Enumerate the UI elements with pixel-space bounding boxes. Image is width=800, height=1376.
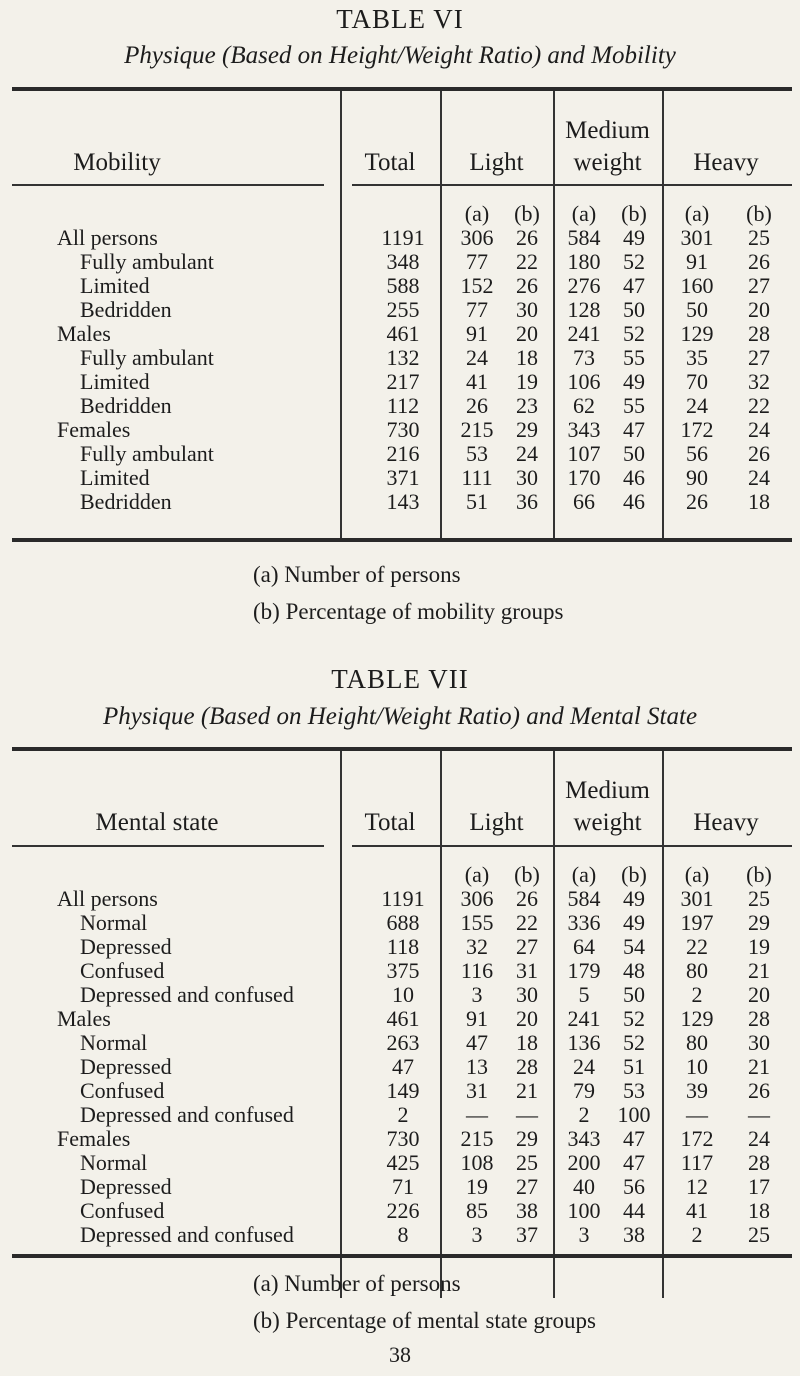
- medium-percent-cell: 52: [623, 321, 645, 346]
- light-percent-cell: 31: [516, 958, 538, 983]
- row-label: Depressed and confused: [80, 982, 294, 1007]
- table-row: [0, 1056, 800, 1078]
- medium-percent-cell: 53: [623, 1078, 645, 1103]
- medium-percent-cell: 46: [623, 489, 645, 514]
- heavy-percent-cell: 20: [748, 297, 770, 322]
- medium-percent-cell: 38: [623, 1222, 645, 1247]
- total-cell: 8: [397, 1222, 409, 1247]
- light-percent-cell: 18: [516, 1030, 538, 1055]
- table-row: [0, 347, 800, 369]
- light-count-cell: 306: [460, 886, 494, 911]
- row-label: Normal: [80, 910, 148, 935]
- medium-count-cell: 336: [567, 910, 601, 935]
- row-label: Bedridden: [80, 297, 172, 322]
- heavy-percent-cell: 24: [748, 1126, 770, 1151]
- row-label: Confused: [80, 1198, 165, 1223]
- light-count-cell: 3: [471, 982, 483, 1007]
- light-count-cell: 31: [466, 1078, 488, 1103]
- medium-count-cell: 106: [567, 369, 601, 394]
- subheader-b: (b): [621, 862, 647, 887]
- heavy-count-cell: 172: [680, 417, 714, 442]
- medium-count-cell: 100: [567, 1198, 601, 1223]
- heavy-percent-cell: —: [748, 1102, 770, 1127]
- light-count-cell: 108: [460, 1150, 494, 1175]
- table-row: [0, 1080, 800, 1102]
- heavy-percent-cell: 25: [748, 886, 770, 911]
- light-percent-cell: 22: [516, 910, 538, 935]
- table-row: [0, 299, 800, 321]
- light-count-cell: 215: [460, 1126, 494, 1151]
- table-title: TABLE VII: [331, 664, 469, 694]
- table-row: [0, 960, 800, 982]
- top-rule: [12, 747, 792, 751]
- light-count-cell: 51: [466, 489, 488, 514]
- medium-count-cell: 2: [578, 1102, 590, 1127]
- medium-count-cell: 62: [573, 393, 595, 418]
- row-label: Normal: [80, 1150, 148, 1175]
- medium-count-cell: 343: [567, 417, 601, 442]
- total-cell: 132: [386, 345, 420, 370]
- total-cell: 143: [386, 489, 420, 514]
- total-cell: 588: [386, 273, 420, 298]
- heavy-count-cell: 10: [686, 1054, 708, 1079]
- total-cell: 1191: [381, 225, 425, 250]
- row-label: Fully ambulant: [80, 249, 214, 274]
- heavy-percent-cell: 20: [748, 982, 770, 1007]
- total-cell: 461: [386, 1006, 420, 1031]
- medium-percent-cell: 52: [623, 1030, 645, 1055]
- light-percent-cell: 37: [516, 1222, 538, 1247]
- light-count-cell: 116: [460, 958, 494, 983]
- heavy-percent-cell: 28: [748, 1006, 770, 1031]
- medium-count-cell: 200: [567, 1150, 601, 1175]
- heavy-percent-cell: 25: [748, 225, 770, 250]
- subheader-a: (a): [571, 201, 597, 226]
- subheader-a: (a): [464, 201, 490, 226]
- light-count-cell: 3: [471, 1222, 483, 1247]
- header-rule: [12, 184, 324, 186]
- table-row: [0, 912, 800, 934]
- medium-count-cell: 79: [573, 1078, 595, 1103]
- row-label: Confused: [80, 958, 165, 983]
- table-row: [0, 984, 800, 1006]
- heavy-count-cell: 80: [686, 958, 708, 983]
- light-percent-cell: 24: [516, 441, 538, 466]
- medium-count-cell: 64: [573, 934, 595, 959]
- table-row: [0, 371, 800, 393]
- heavy-count-cell: 160: [680, 273, 714, 298]
- light-percent-cell: 30: [516, 465, 538, 490]
- light-percent-cell: 29: [516, 417, 538, 442]
- page-number: 38: [389, 1342, 411, 1367]
- heavy-percent-cell: 21: [748, 958, 770, 983]
- heavy-count-cell: 2: [691, 1222, 703, 1247]
- medium-count-cell: 24: [573, 1054, 595, 1079]
- heavy-count-cell: 39: [686, 1078, 708, 1103]
- total-cell: 149: [386, 1078, 420, 1103]
- row-label: All persons: [57, 225, 158, 250]
- light-percent-cell: 28: [516, 1054, 538, 1079]
- total-cell: 371: [386, 465, 420, 490]
- total-cell: 10: [392, 982, 414, 1007]
- row-label: Depressed and confused: [80, 1222, 294, 1247]
- table-title: TABLE VI: [336, 4, 464, 34]
- light-count-cell: 111: [461, 465, 493, 490]
- light-count-cell: 53: [466, 441, 488, 466]
- medium-percent-cell: 52: [623, 1006, 645, 1031]
- heavy-percent-cell: 27: [748, 345, 770, 370]
- medium-count-cell: 128: [567, 297, 601, 322]
- total-cell: 263: [386, 1030, 420, 1055]
- heavy-count-cell: 35: [686, 345, 708, 370]
- heavy-percent-cell: 26: [748, 1078, 770, 1103]
- medium-header-line1: Medium: [565, 117, 650, 144]
- bottom-rule: [12, 538, 792, 542]
- heavy-percent-cell: 21: [748, 1054, 770, 1079]
- heavy-count-cell: 301: [680, 886, 714, 911]
- subheader-b: (b): [621, 201, 647, 226]
- stub-header: Mobility: [73, 149, 161, 176]
- light-percent-cell: 25: [516, 1150, 538, 1175]
- footnote-a: (a) Number of persons: [253, 1271, 461, 1296]
- heavy-count-cell: —: [686, 1102, 708, 1127]
- light-count-cell: 91: [466, 321, 488, 346]
- medium-percent-cell: 55: [623, 345, 645, 370]
- medium-percent-cell: 46: [623, 465, 645, 490]
- medium-percent-cell: 56: [623, 1174, 645, 1199]
- table-row: [0, 467, 800, 489]
- total-cell: 255: [386, 297, 420, 322]
- row-label: Females: [57, 1126, 131, 1151]
- medium-count-cell: 107: [567, 441, 601, 466]
- row-label: Females: [57, 417, 131, 442]
- medium-count-cell: 66: [573, 489, 595, 514]
- row-label: Bedridden: [80, 393, 172, 418]
- total-header: Total: [364, 149, 416, 176]
- light-count-cell: 19: [466, 1174, 488, 1199]
- footnote-b: (b) Percentage of mobility groups: [253, 599, 564, 624]
- table-row: [0, 1200, 800, 1222]
- medium-count-cell: 5: [578, 982, 590, 1007]
- medium-count-cell: 73: [573, 345, 595, 370]
- medium-percent-cell: 47: [623, 1126, 645, 1151]
- heavy-count-cell: 172: [680, 1126, 714, 1151]
- light-count-cell: 13: [466, 1054, 488, 1079]
- heavy-percent-cell: 18: [748, 1198, 770, 1223]
- heavy-percent-cell: 19: [748, 934, 770, 959]
- medium-count-cell: 276: [567, 273, 601, 298]
- total-cell: 348: [386, 249, 420, 274]
- row-label: Limited: [80, 273, 150, 298]
- medium-count-cell: 179: [567, 958, 601, 983]
- light-header: Light: [469, 809, 524, 836]
- table-row: [0, 491, 800, 513]
- medium-percent-cell: 47: [623, 417, 645, 442]
- table-row: [0, 1176, 800, 1198]
- medium-percent-cell: 55: [623, 393, 645, 418]
- medium-percent-cell: 44: [623, 1198, 645, 1223]
- heavy-count-cell: 2: [691, 982, 703, 1007]
- heavy-count-cell: 90: [686, 465, 708, 490]
- medium-percent-cell: 48: [623, 958, 645, 983]
- light-header: Light: [469, 149, 524, 176]
- heavy-count-cell: 197: [680, 910, 714, 935]
- light-percent-cell: 20: [516, 321, 538, 346]
- heavy-percent-cell: 30: [748, 1030, 770, 1055]
- table-row: [0, 936, 800, 958]
- row-label: Confused: [80, 1078, 165, 1103]
- light-percent-cell: 36: [516, 489, 538, 514]
- subheader-b: (b): [746, 862, 772, 887]
- light-percent-cell: 21: [516, 1078, 538, 1103]
- light-percent-cell: 27: [516, 934, 538, 959]
- light-count-cell: 26: [466, 393, 488, 418]
- light-count-cell: 77: [466, 297, 488, 322]
- total-cell: 730: [386, 417, 420, 442]
- heavy-percent-cell: 25: [748, 1222, 770, 1247]
- header-rule: [352, 845, 792, 847]
- medium-count-cell: 241: [567, 1006, 601, 1031]
- heavy-percent-cell: 24: [748, 417, 770, 442]
- medium-percent-cell: 47: [623, 1150, 645, 1175]
- heavy-percent-cell: 26: [748, 441, 770, 466]
- table-row: [0, 1224, 800, 1246]
- light-count-cell: 85: [466, 1198, 488, 1223]
- heavy-count-cell: 50: [686, 297, 708, 322]
- table-row: [0, 419, 800, 441]
- medium-header-line2: weight: [573, 809, 642, 836]
- light-percent-cell: 26: [516, 225, 538, 250]
- light-percent-cell: 30: [516, 297, 538, 322]
- table-row: [0, 1032, 800, 1054]
- heavy-count-cell: 22: [686, 934, 708, 959]
- total-cell: 217: [386, 369, 420, 394]
- light-percent-cell: 29: [516, 1126, 538, 1151]
- light-count-cell: 47: [466, 1030, 488, 1055]
- light-count-cell: —: [466, 1102, 488, 1127]
- heavy-count-cell: 129: [680, 1006, 714, 1031]
- total-cell: 730: [386, 1126, 420, 1151]
- row-label: Fully ambulant: [80, 345, 214, 370]
- footnote-a: (a) Number of persons: [253, 562, 461, 587]
- table-row: [0, 1008, 800, 1030]
- light-percent-cell: 22: [516, 249, 538, 274]
- subheader-b: (b): [746, 201, 772, 226]
- light-count-cell: 91: [466, 1006, 488, 1031]
- heavy-percent-cell: 24: [748, 465, 770, 490]
- total-cell: 226: [386, 1198, 420, 1223]
- medium-percent-cell: 52: [623, 249, 645, 274]
- table-row: [0, 1104, 800, 1126]
- heavy-count-cell: 301: [680, 225, 714, 250]
- table-subtitle: Physique (Based on Height/Weight Ratio) and Mobility: [124, 42, 676, 69]
- heavy-percent-cell: 32: [748, 369, 770, 394]
- subheader-a: (a): [571, 862, 597, 887]
- total-cell: 375: [386, 958, 420, 983]
- medium-count-cell: 40: [573, 1174, 595, 1199]
- total-cell: 216: [386, 441, 420, 466]
- light-count-cell: 306: [460, 225, 494, 250]
- light-count-cell: 41: [466, 369, 488, 394]
- medium-header-line1: Medium: [565, 777, 650, 804]
- row-label: Males: [57, 1006, 111, 1031]
- medium-percent-cell: 50: [623, 441, 645, 466]
- heavy-header: Heavy: [693, 809, 759, 836]
- heavy-count-cell: 56: [686, 441, 708, 466]
- row-label: Depressed and confused: [80, 1102, 294, 1127]
- medium-percent-cell: 49: [623, 886, 645, 911]
- medium-percent-cell: 51: [623, 1054, 645, 1079]
- subheader-b: (b): [514, 862, 540, 887]
- subheader-a: (a): [684, 862, 710, 887]
- table-row: [0, 227, 800, 249]
- light-percent-cell: 23: [516, 393, 538, 418]
- top-rule: [12, 87, 792, 91]
- medium-percent-cell: 49: [623, 369, 645, 394]
- table-row: [0, 395, 800, 417]
- total-cell: 1191: [381, 886, 425, 911]
- medium-count-cell: 241: [567, 321, 601, 346]
- row-label: Fully ambulant: [80, 441, 214, 466]
- total-cell: 461: [386, 321, 420, 346]
- header-rule: [12, 845, 324, 847]
- medium-count-cell: 3: [578, 1222, 590, 1247]
- row-label: Depressed: [80, 934, 172, 959]
- subheader-b: (b): [514, 201, 540, 226]
- table-subtitle: Physique (Based on Height/Weight Ratio) and Mental State: [102, 703, 698, 730]
- heavy-percent-cell: 28: [748, 1150, 770, 1175]
- row-label: Normal: [80, 1030, 148, 1055]
- light-count-cell: 77: [466, 249, 488, 274]
- total-cell: 47: [392, 1054, 414, 1079]
- light-count-cell: 155: [460, 910, 494, 935]
- total-cell: 112: [386, 393, 420, 418]
- medium-count-cell: 136: [567, 1030, 601, 1055]
- stub-header: Mental state: [95, 809, 219, 836]
- table-row: [0, 251, 800, 273]
- medium-count-cell: 343: [567, 1126, 601, 1151]
- table-row: [0, 323, 800, 345]
- header-rule: [352, 184, 792, 186]
- row-label: Bedridden: [80, 489, 172, 514]
- table-row: [0, 443, 800, 465]
- light-count-cell: 152: [460, 273, 494, 298]
- light-percent-cell: 19: [516, 369, 538, 394]
- heavy-count-cell: 12: [686, 1174, 708, 1199]
- light-count-cell: 215: [460, 417, 494, 442]
- table-row: [0, 1128, 800, 1150]
- light-percent-cell: —: [516, 1102, 538, 1127]
- subheader-a: (a): [464, 862, 490, 887]
- heavy-count-cell: 70: [686, 369, 708, 394]
- heavy-percent-cell: 17: [748, 1174, 770, 1199]
- heavy-count-cell: 80: [686, 1030, 708, 1055]
- heavy-count-cell: 129: [680, 321, 714, 346]
- heavy-header: Heavy: [693, 149, 759, 176]
- light-percent-cell: 38: [516, 1198, 538, 1223]
- row-label: Depressed: [80, 1054, 172, 1079]
- medium-percent-cell: 54: [623, 934, 645, 959]
- medium-count-cell: 180: [567, 249, 601, 274]
- medium-percent-cell: 50: [623, 982, 645, 1007]
- total-cell: 425: [386, 1150, 420, 1175]
- row-label: Limited: [80, 465, 150, 490]
- heavy-percent-cell: 28: [748, 321, 770, 346]
- light-percent-cell: 18: [516, 345, 538, 370]
- light-percent-cell: 30: [516, 982, 538, 1007]
- medium-count-cell: 170: [567, 465, 601, 490]
- table-row: [0, 275, 800, 297]
- heavy-count-cell: 26: [686, 489, 708, 514]
- heavy-count-cell: 91: [686, 249, 708, 274]
- medium-count-cell: 584: [567, 225, 601, 250]
- medium-percent-cell: 49: [623, 910, 645, 935]
- light-percent-cell: 26: [516, 273, 538, 298]
- light-percent-cell: 26: [516, 886, 538, 911]
- total-header: Total: [364, 809, 416, 836]
- light-percent-cell: 27: [516, 1174, 538, 1199]
- heavy-count-cell: 117: [680, 1150, 714, 1175]
- heavy-count-cell: 24: [686, 393, 708, 418]
- medium-count-cell: 584: [567, 886, 601, 911]
- medium-percent-cell: 49: [623, 225, 645, 250]
- heavy-percent-cell: 29: [748, 910, 770, 935]
- medium-percent-cell: 50: [623, 297, 645, 322]
- medium-header-line2: weight: [573, 149, 642, 176]
- total-cell: 118: [386, 934, 420, 959]
- footnote-b: (b) Percentage of mental state groups: [253, 1308, 596, 1333]
- row-label: All persons: [57, 886, 158, 911]
- total-cell: 71: [392, 1174, 414, 1199]
- heavy-percent-cell: 18: [748, 489, 770, 514]
- heavy-percent-cell: 26: [748, 249, 770, 274]
- total-cell: 688: [386, 910, 420, 935]
- light-percent-cell: 20: [516, 1006, 538, 1031]
- total-cell: 2: [397, 1102, 409, 1127]
- row-label: Males: [57, 321, 111, 346]
- light-count-cell: 24: [466, 345, 488, 370]
- heavy-count-cell: 41: [686, 1198, 708, 1223]
- medium-percent-cell: 100: [617, 1102, 651, 1127]
- medium-percent-cell: 47: [623, 273, 645, 298]
- subheader-a: (a): [684, 201, 710, 226]
- light-count-cell: 32: [466, 934, 488, 959]
- heavy-percent-cell: 27: [748, 273, 770, 298]
- row-label: Limited: [80, 369, 150, 394]
- row-label: Depressed: [80, 1174, 172, 1199]
- table-row: [0, 1152, 800, 1174]
- heavy-percent-cell: 22: [748, 393, 770, 418]
- bottom-rule: [12, 1254, 792, 1258]
- table-row: [0, 888, 800, 910]
